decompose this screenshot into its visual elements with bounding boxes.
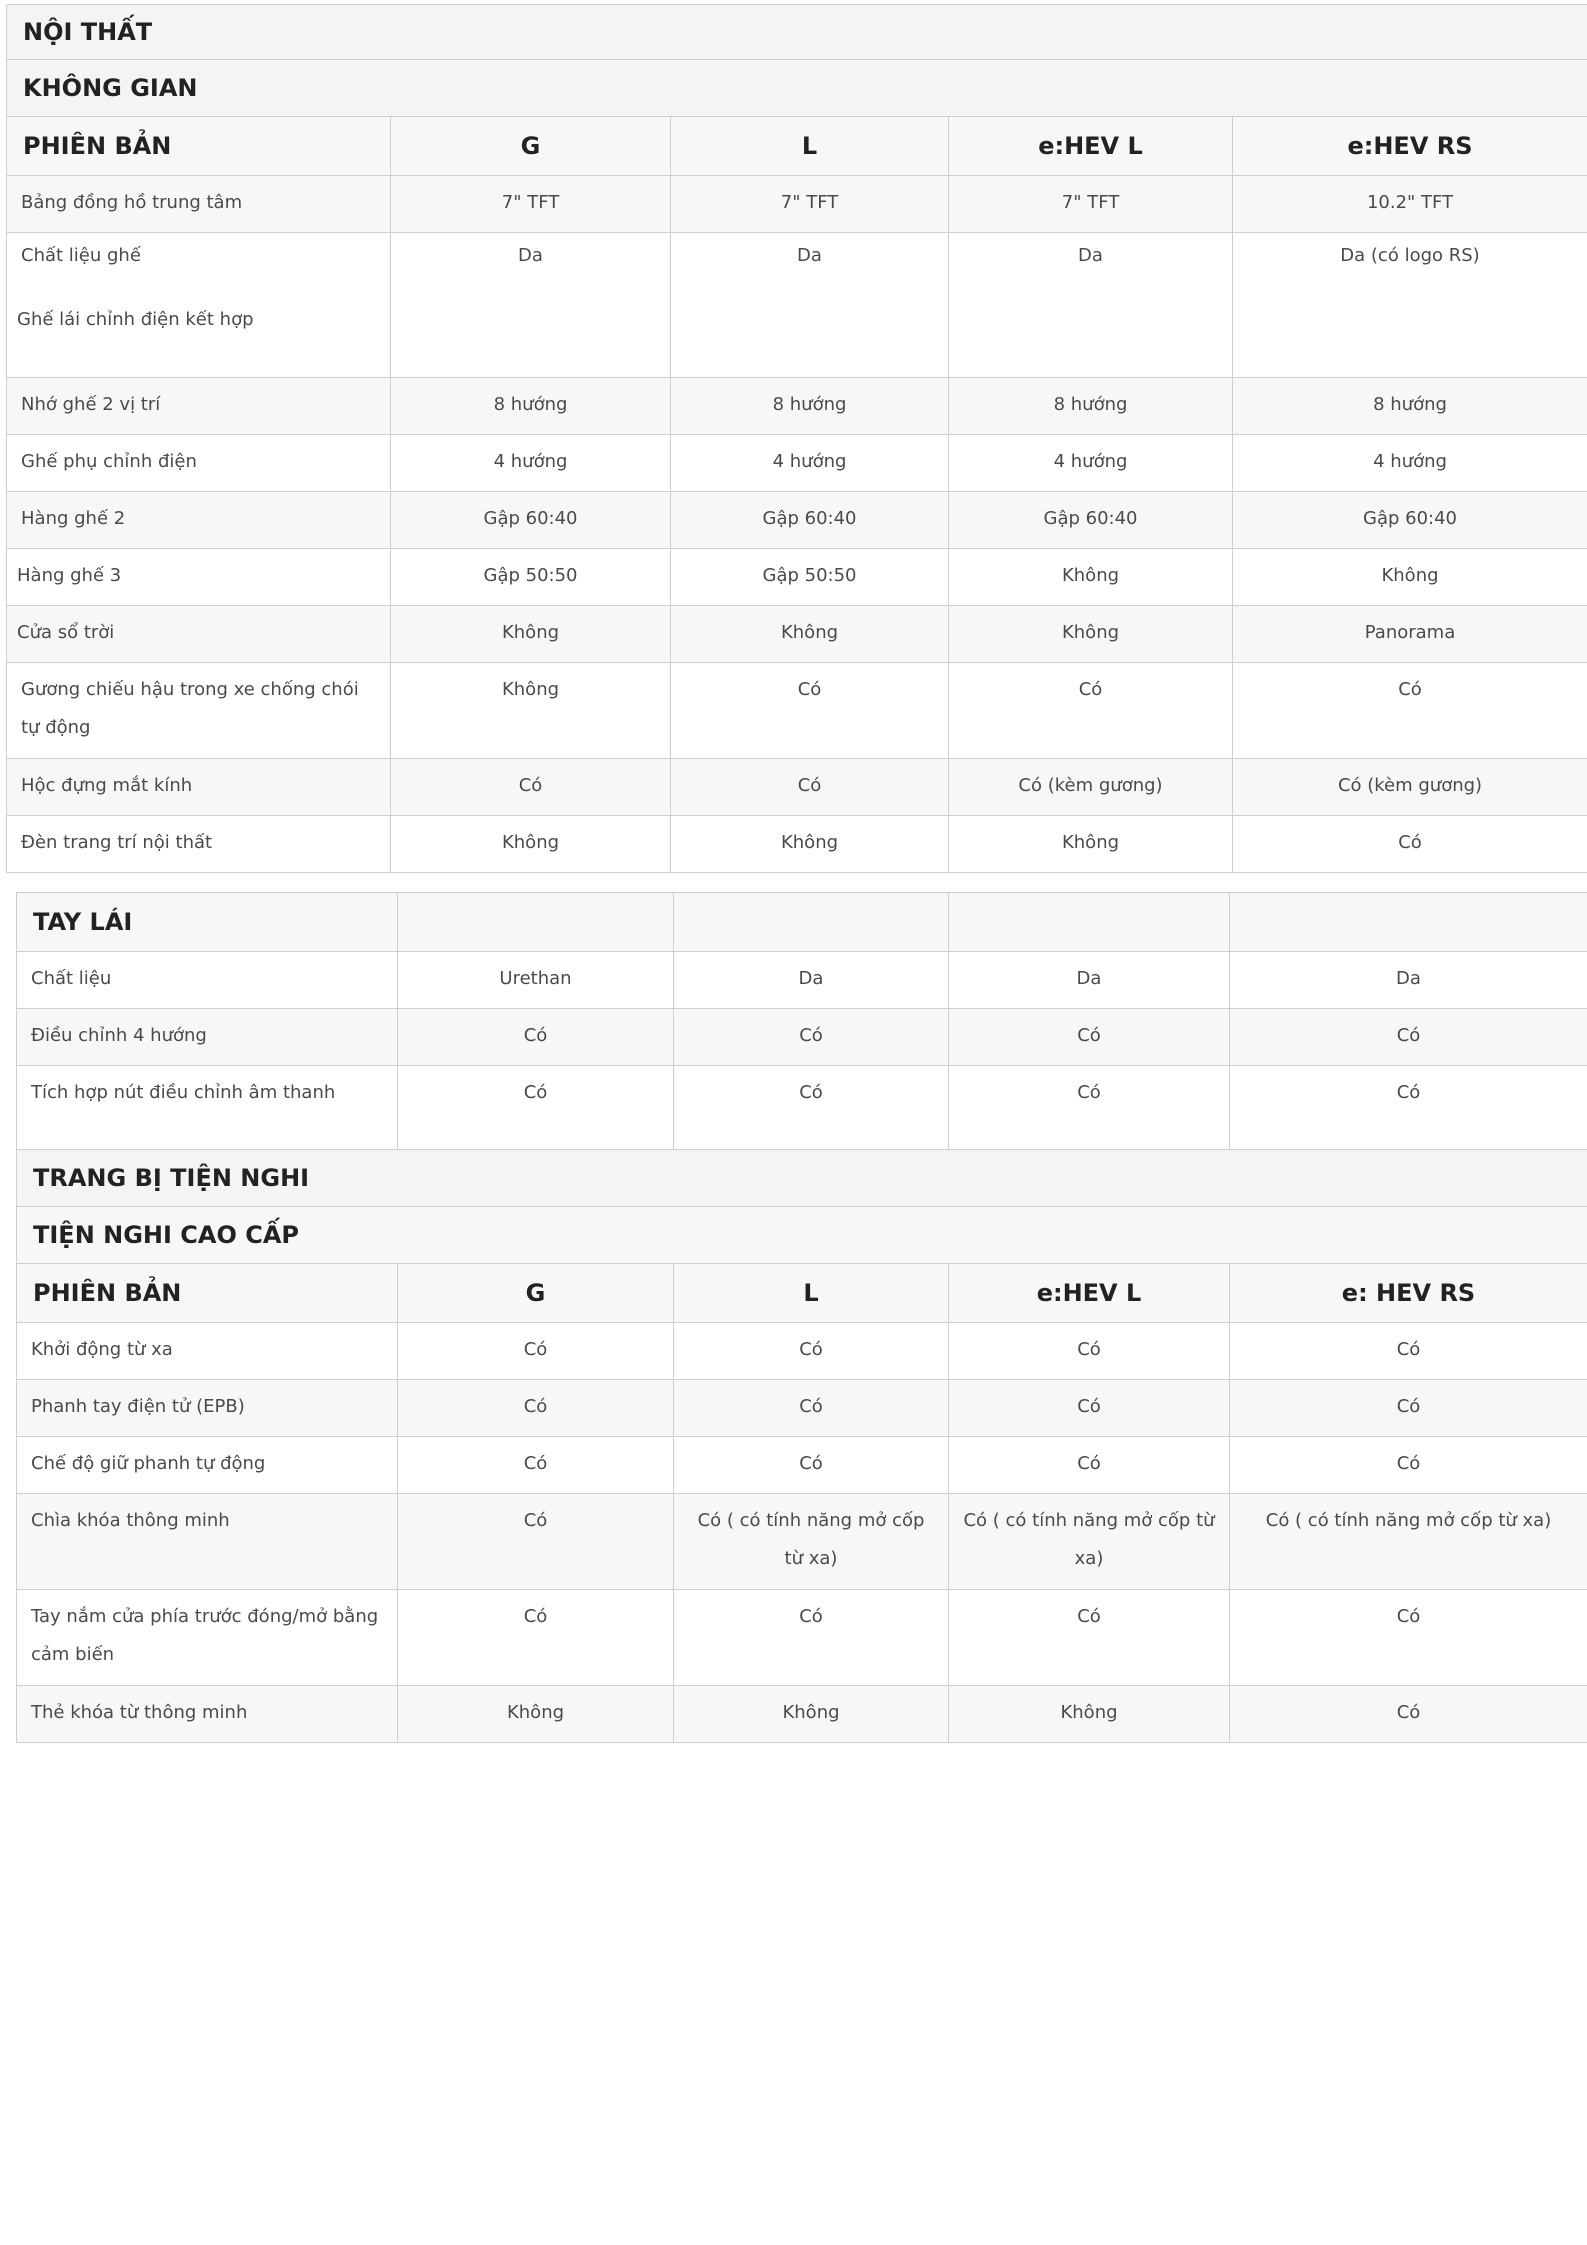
table-row bbox=[7, 759, 1587, 816]
row-value: Da bbox=[391, 233, 671, 378]
row-value: Gập 50:50 bbox=[391, 549, 671, 606]
row-label: Khởi động từ xa bbox=[17, 1323, 398, 1380]
section-row-khong-gian bbox=[7, 60, 1587, 117]
header-row bbox=[17, 1264, 1587, 1323]
empty-header-cell bbox=[949, 893, 1230, 952]
row-value: Không bbox=[391, 816, 671, 873]
header-cell-l: L bbox=[674, 1264, 949, 1323]
row-value: 10.2" TFT bbox=[1233, 176, 1587, 233]
row-value: Panorama bbox=[1233, 606, 1587, 663]
row-value: Da bbox=[1230, 952, 1587, 1009]
row-value: Có bbox=[674, 1066, 949, 1150]
row-value: Gập 60:40 bbox=[391, 492, 671, 549]
table-row bbox=[7, 549, 1587, 606]
table-top-stub bbox=[6, 0, 1587, 5]
row-label: Cửa sổ trời bbox=[7, 606, 391, 663]
row-value: 8 hướng bbox=[1233, 378, 1587, 435]
row-value: 4 hướng bbox=[671, 435, 949, 492]
row-value: Có bbox=[1230, 1686, 1587, 1743]
row-sublabel: Ghế lái chỉnh điện kết hợp bbox=[17, 309, 254, 330]
row-label: Tay nắm cửa phía trước đóng/mở bằng cảm biến bbox=[17, 1590, 398, 1686]
section-title-tay-lai: TAY LÁI bbox=[17, 893, 398, 952]
row-value: Có bbox=[398, 1437, 674, 1494]
empty-header-cell bbox=[398, 893, 674, 952]
row-label: Ghế phụ chỉnh điện bbox=[7, 435, 391, 492]
row-value: 4 hướng bbox=[1233, 435, 1587, 492]
row-label: Nhớ ghế 2 vị trí bbox=[7, 378, 391, 435]
row-value: 8 hướng bbox=[391, 378, 671, 435]
row-value: Không bbox=[949, 606, 1233, 663]
row-value: Da bbox=[674, 952, 949, 1009]
section-row-noi-that bbox=[7, 5, 1587, 60]
header-cell-g: G bbox=[391, 117, 671, 176]
row-value: Da bbox=[671, 233, 949, 378]
row-label: Điều chỉnh 4 hướng bbox=[17, 1009, 398, 1066]
row-value: Có bbox=[398, 1009, 674, 1066]
header-cell-label: PHIÊN BẢN bbox=[7, 117, 391, 176]
table-row bbox=[17, 1009, 1587, 1066]
row-value: Urethan bbox=[398, 952, 674, 1009]
row-label: Phanh tay điện tử (EPB) bbox=[17, 1380, 398, 1437]
row-value: Không bbox=[671, 816, 949, 873]
row-value: Da (có logo RS) bbox=[1233, 233, 1587, 378]
row-value: Có bbox=[398, 1494, 674, 1590]
row-label: Chìa khóa thông minh bbox=[17, 1494, 398, 1590]
table-row bbox=[17, 1437, 1587, 1494]
row-value: Không bbox=[674, 1686, 949, 1743]
row-value: Có bbox=[674, 1323, 949, 1380]
row-value: Có bbox=[1233, 663, 1587, 759]
row-value: Không bbox=[671, 606, 949, 663]
row-value: Có bbox=[1230, 1323, 1587, 1380]
table-row bbox=[17, 1494, 1587, 1590]
table-row bbox=[17, 952, 1587, 1009]
table-row bbox=[7, 606, 1587, 663]
header-cell-label: PHIÊN BẢN bbox=[17, 1264, 398, 1323]
row-value: Không bbox=[949, 1686, 1230, 1743]
table-row bbox=[7, 435, 1587, 492]
row-label: Chất liệu bbox=[17, 952, 398, 1009]
row-label: Hộc đựng mắt kính bbox=[7, 759, 391, 816]
table-row bbox=[7, 492, 1587, 549]
header-cell-g: G bbox=[398, 1264, 674, 1323]
table-row bbox=[7, 378, 1587, 435]
noi-that-block bbox=[6, 0, 1587, 873]
row-value: Gập 60:40 bbox=[671, 492, 949, 549]
row-value: Không bbox=[391, 606, 671, 663]
row-label: Chế độ giữ phanh tự động bbox=[17, 1437, 398, 1494]
header-cell-ehev-l: e:HEV L bbox=[949, 117, 1233, 176]
row-value: 7" TFT bbox=[391, 176, 671, 233]
table-row bbox=[7, 176, 1587, 233]
row-value: 4 hướng bbox=[391, 435, 671, 492]
row-value: Da bbox=[949, 233, 1233, 378]
row-value: Không bbox=[949, 549, 1233, 606]
row-label: Bảng đồng hồ trung tâm bbox=[7, 176, 391, 233]
row-value: Có bbox=[671, 759, 949, 816]
row-value: Có bbox=[949, 663, 1233, 759]
row-value: Có bbox=[949, 1066, 1230, 1150]
table-row bbox=[17, 1066, 1587, 1150]
section-row-trang-bi bbox=[17, 1150, 1587, 1207]
tay-lai-block bbox=[16, 892, 1587, 1743]
table-row bbox=[7, 816, 1587, 873]
row-value: Có bbox=[1230, 1437, 1587, 1494]
header-cell-ehev-rs: e:HEV RS bbox=[1233, 117, 1587, 176]
row-label: Hàng ghế 2 bbox=[7, 492, 391, 549]
row-value: Có bbox=[1230, 1590, 1587, 1686]
khong-gian-table bbox=[6, 4, 1587, 873]
section-title-trang-bi: TRANG BỊ TIỆN NGHI bbox=[17, 1150, 1587, 1207]
table-row bbox=[7, 663, 1587, 759]
row-value: Có bbox=[949, 1009, 1230, 1066]
row-label: Đèn trang trí nội thất bbox=[7, 816, 391, 873]
section-row-tien-nghi bbox=[17, 1207, 1587, 1264]
row-value: Có ( có tính năng mở cốp từ xa) bbox=[949, 1494, 1230, 1590]
row-label: Tích hợp nút điều chỉnh âm thanh bbox=[17, 1066, 398, 1150]
row-label: Chất liệu ghế bbox=[21, 245, 141, 266]
row-value: Có bbox=[398, 1380, 674, 1437]
header-cell-ehev-rs: e: HEV RS bbox=[1230, 1264, 1587, 1323]
row-value: Có bbox=[949, 1590, 1230, 1686]
row-value: Có bbox=[1230, 1066, 1587, 1150]
row-value: Có ( có tính năng mở cốp từ xa) bbox=[1230, 1494, 1587, 1590]
row-value: Có bbox=[949, 1437, 1230, 1494]
row-value: 8 hướng bbox=[671, 378, 949, 435]
header-row bbox=[7, 117, 1587, 176]
row-value: Có ( có tính năng mở cốp từ xa) bbox=[674, 1494, 949, 1590]
row-value: Có bbox=[398, 1066, 674, 1150]
row-value: 7" TFT bbox=[949, 176, 1233, 233]
row-value: Không bbox=[398, 1686, 674, 1743]
row-value: Có bbox=[391, 759, 671, 816]
table-row bbox=[7, 233, 1587, 378]
row-label-cell bbox=[7, 233, 391, 378]
header-cell-l: L bbox=[671, 117, 949, 176]
row-value: Có bbox=[671, 663, 949, 759]
row-value: Có bbox=[674, 1380, 949, 1437]
tay-lai-header-row bbox=[17, 893, 1587, 952]
row-value: Có bbox=[1230, 1380, 1587, 1437]
table-row bbox=[17, 1590, 1587, 1686]
row-value: 7" TFT bbox=[671, 176, 949, 233]
row-value: Da bbox=[949, 952, 1230, 1009]
row-value: Có bbox=[949, 1323, 1230, 1380]
row-value: Không bbox=[949, 816, 1233, 873]
row-value: Có bbox=[398, 1323, 674, 1380]
tay-lai-table bbox=[16, 892, 1587, 1743]
header-cell-ehev-l: e:HEV L bbox=[949, 1264, 1230, 1323]
row-value: Gập 60:40 bbox=[949, 492, 1233, 549]
row-value: Gập 60:40 bbox=[1233, 492, 1587, 549]
empty-header-cell bbox=[674, 893, 949, 952]
row-value: 4 hướng bbox=[949, 435, 1233, 492]
table-row bbox=[17, 1323, 1587, 1380]
row-value: Có bbox=[674, 1590, 949, 1686]
section-title-noi-that: NỘI THẤT bbox=[7, 5, 1587, 60]
row-value: Có bbox=[674, 1009, 949, 1066]
row-value: Gập 50:50 bbox=[671, 549, 949, 606]
row-value: Có (kèm gương) bbox=[949, 759, 1233, 816]
row-value: Có (kèm gương) bbox=[1233, 759, 1587, 816]
row-label: Thẻ khóa từ thông minh bbox=[17, 1686, 398, 1743]
table-row bbox=[17, 1686, 1587, 1743]
row-value: Có bbox=[1233, 816, 1587, 873]
table-row bbox=[17, 1380, 1587, 1437]
row-value: Có bbox=[398, 1590, 674, 1686]
row-value: Không bbox=[1233, 549, 1587, 606]
row-value: Có bbox=[1230, 1009, 1587, 1066]
row-value: 8 hướng bbox=[949, 378, 1233, 435]
section-title-khong-gian: KHÔNG GIAN bbox=[7, 60, 1587, 117]
empty-header-cell bbox=[1230, 893, 1587, 952]
row-label: Hàng ghế 3 bbox=[7, 549, 391, 606]
row-label: Gương chiếu hậu trong xe chống chói tự động bbox=[7, 663, 391, 759]
row-value: Có bbox=[949, 1380, 1230, 1437]
section-title-tien-nghi: TIỆN NGHI CAO CẤP bbox=[17, 1207, 1587, 1264]
row-value: Không bbox=[391, 663, 671, 759]
row-value: Có bbox=[674, 1437, 949, 1494]
